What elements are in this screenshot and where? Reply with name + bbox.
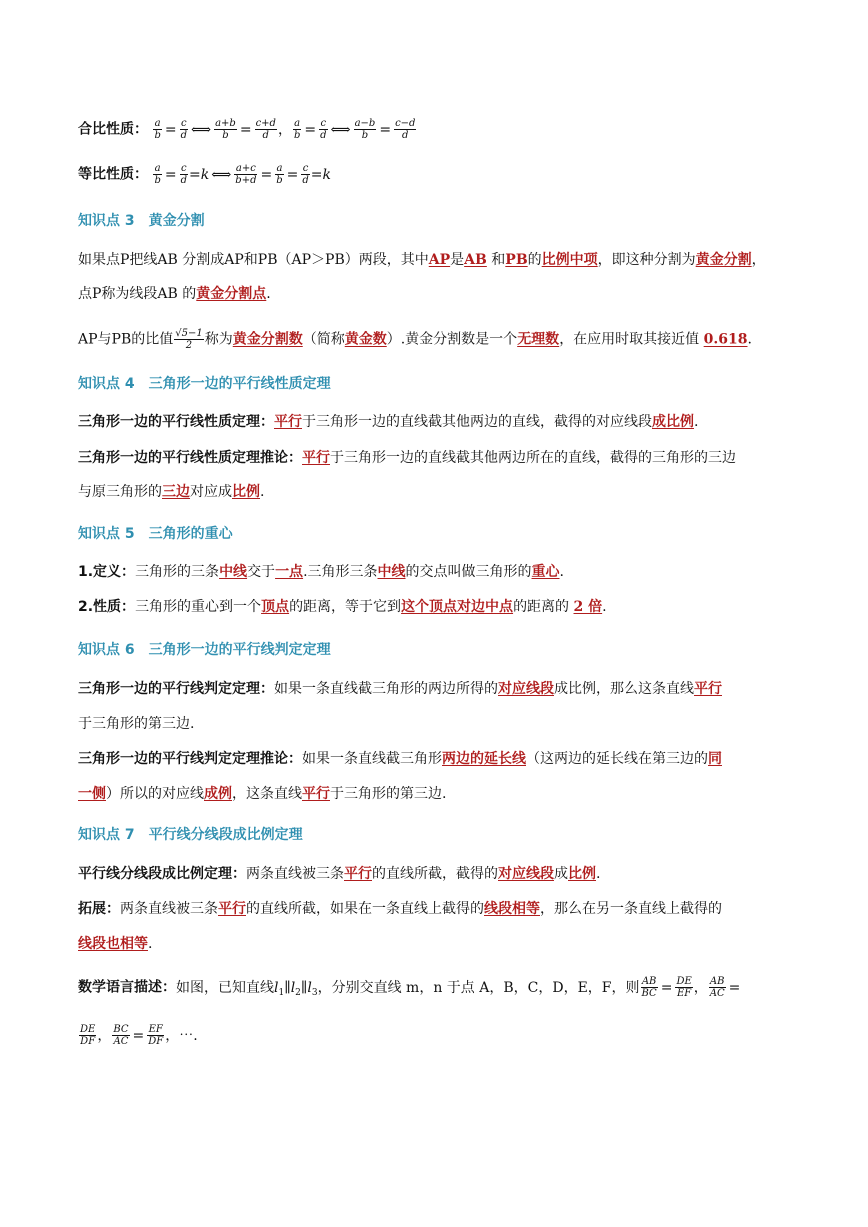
kp7-heading: 知识点 7 平行线分线段成比例定理 xyxy=(78,827,303,843)
kp4-corollary-1: 三角形一边的平行线性质定理推论：平行于三角形一边的直线截其他两边所在的直线，截得的三角形的三边 xyxy=(78,450,736,466)
approx-value: 0.618 xyxy=(703,331,748,348)
kp7-description-2: $\frac{DE}{DF}$ ， $\frac{BC}{AC}$ = $\frac{EF}{DF}$ ，⋯. xyxy=(80,1024,198,1047)
deng-bi-label: 等比性质： xyxy=(78,166,148,183)
kp4-theorem: 三角形一边的平行线性质定理：平行于三角形一边的直线截其他两边的直线，截得的对应线段成比例. xyxy=(78,414,699,430)
kp6-theorem-1: 三角形一边的平行线判定定理：如果一条直线截三角形的两边所得的对应线段成比例，那么这条直线平行 xyxy=(78,681,722,697)
kp5-heading: 知识点 5 三角形的重心 xyxy=(78,526,233,542)
kp4-heading: 知识点 4 三角形一边的平行线性质定理 xyxy=(78,376,331,392)
kp3-para3: AP与PB的比值 $\frac{√5-1}{2}$ 称为黄金分割数（简称黄金数）.黄金分割数是一个无理数，在应用时取其接近值 0.618. xyxy=(78,328,752,351)
golden-ratio-fraction: $\frac{√5-1}{2}$ xyxy=(175,328,203,351)
kp6-corollary-1: 三角形一边的平行线判定定理推论：如果一条直线截三角形两边的延长线（这两边的延长线在第三边的同 xyxy=(78,751,722,767)
kp4-corollary-2: 与原三角形的三边对应成比例. xyxy=(78,484,265,500)
kp3-heading: 知识点 3 黄金分割 xyxy=(78,213,205,229)
kp5-definition: 1.定义：三角形的三条中线交于一点.三角形三条中线的交点叫做三角形的重心. xyxy=(78,564,564,580)
kp7-theorem: 平行线分线段成比例定理：两条直线被三条平行的直线所截，截得的对应线段成比例. xyxy=(78,866,601,882)
kp6-theorem-2: 于三角形的第三边. xyxy=(78,716,195,732)
kp5-property: 2.性质：三角形的重心到一个顶点的距离，等于它到这个顶点对边中点的距离的 2 倍. xyxy=(78,599,607,615)
kp7-extension-2: 线段也相等. xyxy=(78,936,153,952)
kp3-para1: 如果点P把线AB 分割成AP和PB（AP＞PB）两段，其中AP是AB 和PB的比例中项，即这种分割为黄金分割， xyxy=(78,252,766,268)
golden-point: 黄金分割点 xyxy=(196,286,267,302)
kp7-description-1: 数学语言描述：如图，已知直线$l_1\parallel l_2\parallel l_3$，分别交直线 m，n 于点 A，B，C，D，E，F，则 $\frac{AB}{BC}$ = $\frac{DE}{EF}$ ， $\frac{AB}{AC}$ = xyxy=(78,976,741,999)
kp7-extension-1: 拓展：两条直线被三条平行的直线所截，如果在一条直线上截得的线段相等，那么在另一条直线上截得的 xyxy=(78,901,722,917)
ratio-middle-term: 比例中项 xyxy=(541,252,598,268)
kp6-corollary-2: 一侧）所以的对应线成例，这条直线平行于三角形的第三边. xyxy=(78,786,447,802)
he-bi-line xyxy=(78,118,798,141)
deng-bi-formula: $\frac{a}{b}$ = $\frac{c}{d}$ =k ⟺ $\frac{a+c}{b+d}$ = $\frac{a}{b}$ = $\frac{c}{d}$ =k xyxy=(154,163,331,186)
deng-bi-line xyxy=(78,163,798,186)
kp3-para2: 点P称为线段AB 的黄金分割点. xyxy=(78,286,271,302)
kp6-heading: 知识点 6 三角形一边的平行线判定定理 xyxy=(78,642,331,658)
golden-section: 黄金分割 xyxy=(695,252,752,268)
he-bi-formula: $\frac{a}{b}$ = $\frac{c}{d}$ ⟺ $\frac{a+b}{b}$ = $\frac{c+d}{d}$ ， $\frac{a}{b}$ = $\frac{c}{d}$ ⟺ $\frac{a-b}{b}$ = $\frac{c-d}{d}$ xyxy=(154,118,416,141)
he-bi-label: 合比性质： xyxy=(78,121,148,138)
